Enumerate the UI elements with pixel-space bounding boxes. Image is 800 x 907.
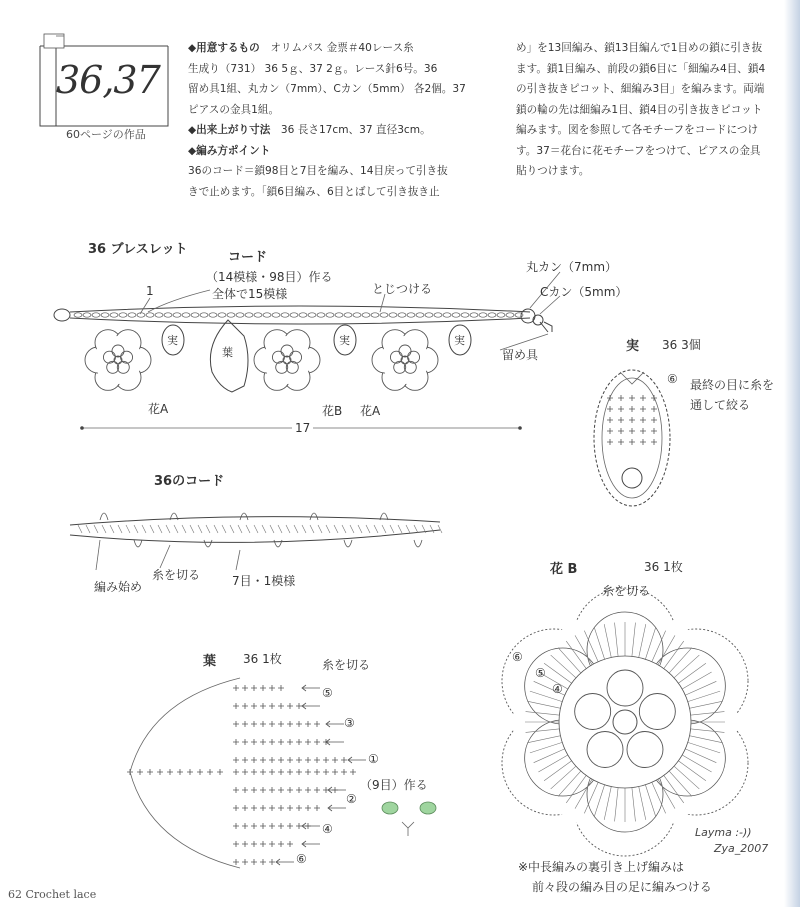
leaf-round-marker: ⑥ <box>296 852 307 866</box>
materials-line: 生成り（731） 36 5ｇ、37 2ｇ。レース針6号。36 <box>188 62 438 75</box>
flower-b-title: 花 B <box>550 562 578 577</box>
flower-b-note: ※中長編みの裏引き上げ編みは <box>518 860 685 874</box>
cord-start-label: 編み始め <box>94 580 143 594</box>
clasp-label: 留め具 <box>502 348 539 362</box>
join-label: とじつける <box>372 282 433 296</box>
flower-b-count: 36 1枚 <box>644 560 683 574</box>
points-heading: ◆編み方ポイント <box>188 144 271 157</box>
watermark-text: Zya_2007 <box>714 842 769 855</box>
flower-b-cut-label: 糸を切る <box>602 584 651 598</box>
marker-number: 1 <box>146 284 154 298</box>
flower-b-round-marker: ④ <box>552 682 563 696</box>
berry-label: 実 <box>167 334 178 347</box>
instruction-line: 貼りつけます。 <box>516 165 590 177</box>
materials-line: ピアスの金具1組。 <box>188 103 280 116</box>
page-footer: 62 Crochet lace <box>8 888 97 901</box>
leaf-round-marker: ③ <box>344 716 355 730</box>
flower-b-label: 花B <box>322 404 343 418</box>
berry-note: 通して絞る <box>690 398 751 412</box>
leaf-round-marker: ② <box>346 792 357 806</box>
size-text: 36 長さ17cm、37 直径3cm。 <box>280 124 431 136</box>
berry-note: 最終の目に糸を <box>690 378 775 392</box>
cord-repeat-label: 7目・1模様 <box>232 574 296 588</box>
c-ring-label: Cカン（5mm） <box>540 285 628 299</box>
cord-label: コード <box>228 250 268 265</box>
leaf-round-marker: ⑤ <box>322 686 333 700</box>
leaf-round-marker: ④ <box>322 822 333 836</box>
flower-a-label: 花A <box>360 404 381 418</box>
flower-a-label: 花A <box>148 402 169 416</box>
berry-round-marker: ⑥ <box>667 372 678 386</box>
cord-cut-label: 糸を切る <box>152 568 201 582</box>
instruction-line: 編みます。図を参照して各モチーフをコードにつけ <box>516 124 759 136</box>
flower-b-round-marker: ⑤ <box>535 666 546 680</box>
instruction-line: 鎖の輪の先は細編み1目、鎖4目の引き抜きピコット <box>516 103 763 116</box>
leaf-diagram-count: 36 1枚 <box>243 652 282 666</box>
leaf-label: 葉 <box>222 346 233 359</box>
materials-line: 留め具1組、丸カン（7mm）、Cカン（5mm） 各2個。37 <box>188 83 466 95</box>
leaf-diagram-title: 葉 <box>203 654 217 669</box>
instruction-line: す。37＝花台に花モチーフをつけて、ピアスの金具 <box>516 144 761 157</box>
berry-label: 実 <box>454 334 465 347</box>
berry-label: 実 <box>339 334 350 347</box>
bracelet-title: 36 ブレスレット <box>88 242 188 257</box>
cord-sub-label: （14模様・98目）作る <box>206 270 333 284</box>
length-value: 17 <box>292 421 313 435</box>
page-reference: 60ページの作品 <box>66 128 146 141</box>
berry-diagram-title: 実 <box>626 339 640 354</box>
materials-heading: ◆用意するもの <box>188 42 260 54</box>
jump-ring-label: 丸カン（7mm） <box>526 260 618 274</box>
size-heading: ◆出来上がり寸法 <box>188 124 271 136</box>
materials-line: オリムパス 金票＃40レース糸 <box>270 42 414 54</box>
leaf-cut-label: 糸を切る <box>322 658 371 672</box>
leaf-round-marker: ① <box>368 752 379 766</box>
leaf-make-label: （9目）作る <box>360 778 428 792</box>
points-line: 36のコード＝鎖98目と7目を編み、14目戻って引き抜 <box>188 165 448 177</box>
flower-b-note: 前々段の編み目の足に編みつける <box>532 880 712 894</box>
cord-sub-label: 全体で15模様 <box>212 287 288 301</box>
watermark-text: Layma :-)) <box>695 826 752 839</box>
pattern-number: 36,37 <box>56 58 160 102</box>
flower-b-round-marker: ⑥ <box>512 650 523 664</box>
cord-diagram-title: 36のコード <box>154 474 225 489</box>
instruction-line: の引き抜きピコット、細編み3目」を編みます。両端 <box>516 83 765 95</box>
instruction-line: め」を13回編み、鎖13目編んで1目めの鎖に引き抜 <box>516 42 763 54</box>
points-line: きで止めます。「鎖6目編み、6目とばして引き抜き止 <box>188 185 440 198</box>
instruction-line: ます。鎖1目編み、前段の鎖6目に「細編み4目、鎖4 <box>516 62 766 75</box>
berry-diagram-count: 36 3個 <box>662 338 701 352</box>
